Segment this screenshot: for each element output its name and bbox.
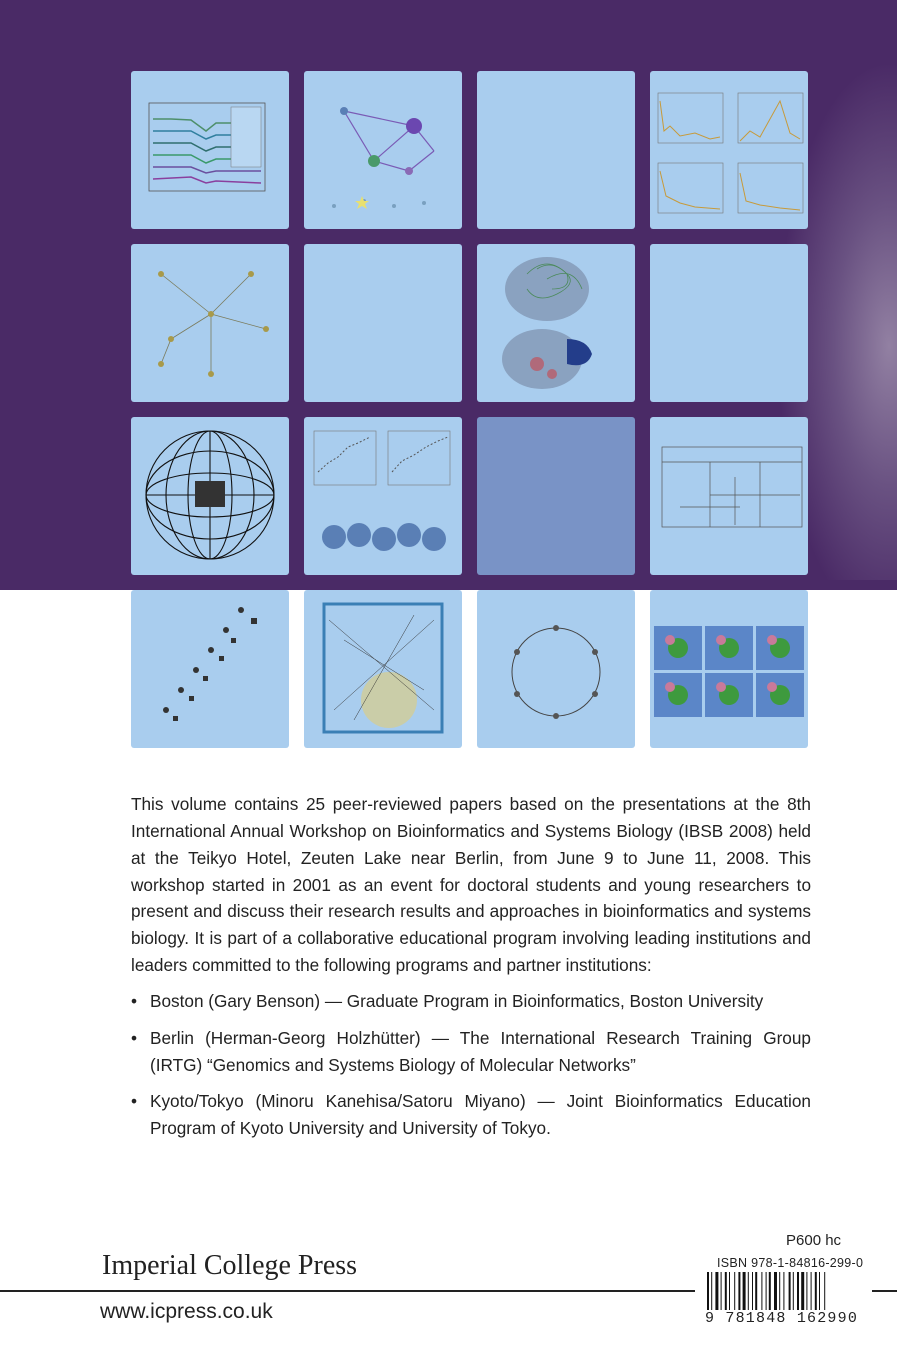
list-item: • Kyoto/Tokyo (Minoru Kanehisa/Satoru Miyano) — Joint Bioinformatics Education Program of Kyoto University and University of Tokyo. bbox=[131, 1091, 811, 1139]
website-link[interactable]: www.icpress.co.uk bbox=[100, 1300, 273, 1323]
divider bbox=[0, 1290, 695, 1292]
list-item: • Boston (Gary Benson) — Graduate Program in Bioinformatics, Boston University bbox=[131, 991, 764, 1011]
tile-sphere-lattice bbox=[131, 417, 289, 575]
description-paragraph: This volume contains 25 peer-reviewed papers based on the presentations at the 8th International Annual Workshop on Bioinformatics and Systems Biology (IBSB 2008) held at the Teikyo Hotel, Zeuten Lake near Berlin, from June 9 to June 11, 2008. This workshop started in 2001 as an event for doctoral students and young researchers to present and discuss their research results and approaches in bioinformatics and systems biology. It is part of a collaborative educational program involving leading institutions and leaders committed to the following programs and partner institutions: bbox=[131, 794, 811, 975]
tile-line-graph bbox=[131, 71, 289, 229]
tile-blank bbox=[477, 71, 635, 229]
divider bbox=[872, 1290, 897, 1292]
tile-cell-network bbox=[304, 590, 462, 748]
price-code: P600 hc bbox=[786, 1232, 842, 1249]
barcode-digits: 9 781848 162990 bbox=[705, 1310, 859, 1327]
program-list bbox=[131, 988, 811, 1152]
isbn-label: ISBN 978-1-84816-299-0 bbox=[717, 1256, 864, 1270]
tile-molecule-grid bbox=[650, 590, 808, 748]
tile-scatter-plots bbox=[304, 417, 462, 575]
tile-protein-structure bbox=[477, 244, 635, 402]
tile-blank bbox=[477, 417, 635, 575]
tile-pathway-diagram bbox=[650, 417, 808, 575]
tile-metabolic-cycle bbox=[477, 590, 635, 748]
tile-symbol-grid bbox=[131, 590, 289, 748]
publisher-name: Imperial College Press bbox=[102, 1250, 358, 1281]
tile-distribution-plots bbox=[650, 71, 808, 229]
tile-network-graph bbox=[304, 71, 462, 229]
tile-blank bbox=[650, 244, 808, 402]
list-item: • Berlin (Herman-Georg Holzhütter) — The International Research Training Group (IRTG) “Genomics and Systems Biology of Molecular Networks” bbox=[131, 1027, 811, 1075]
tile-blank bbox=[304, 244, 462, 402]
tile-tree-network bbox=[131, 244, 289, 402]
